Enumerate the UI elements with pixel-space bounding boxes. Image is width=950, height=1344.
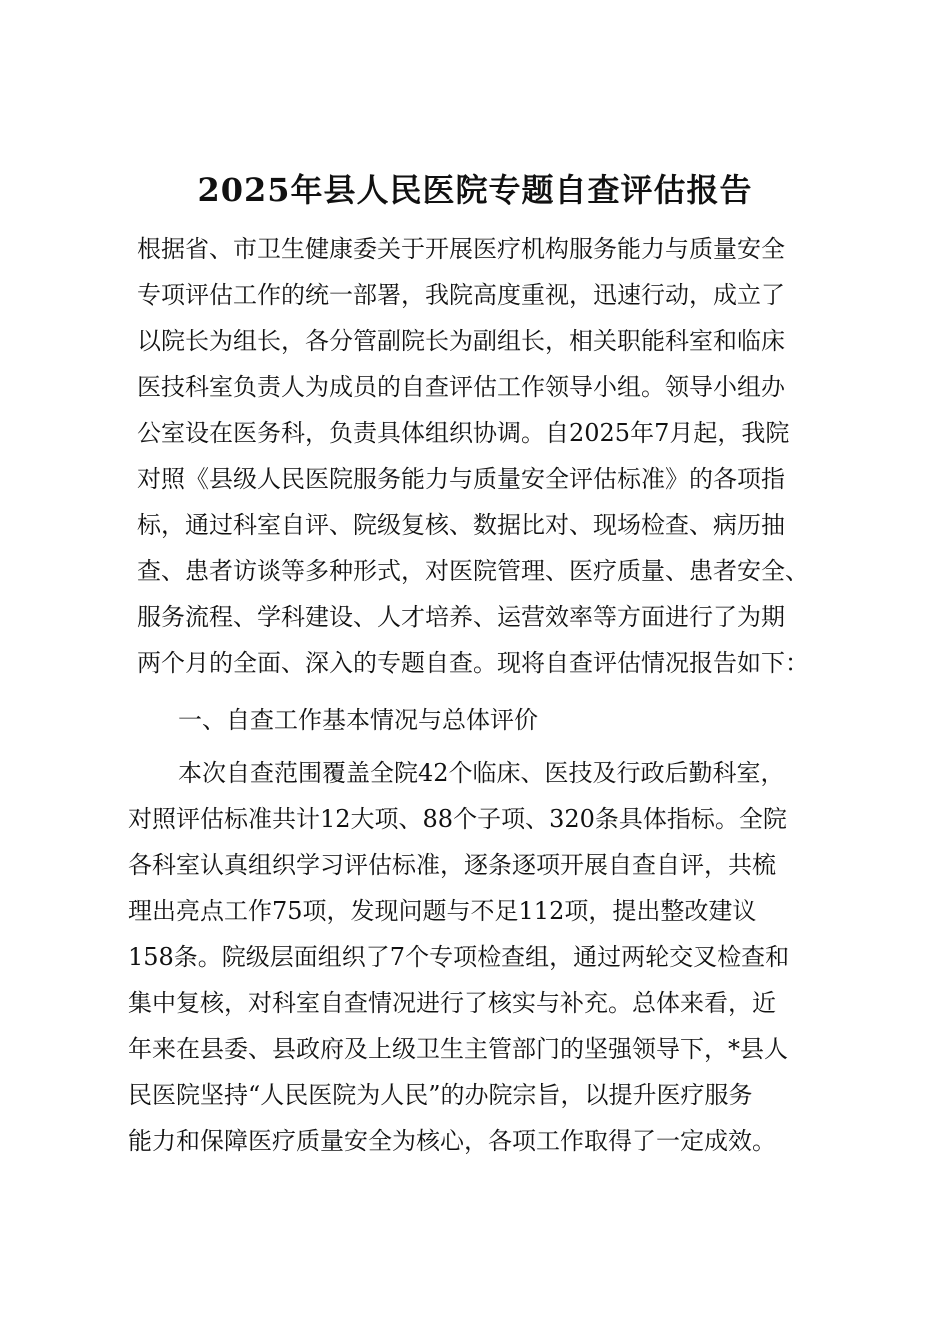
body-line: 158条。院级层面组织了7个专项检查组，通过两轮交叉检查和 [128, 943, 790, 971]
document-title: 2025年县人民医院专题自查评估报告 [197, 171, 753, 209]
body-line: 集中复核，对科室自查情况进行了核实与补充。总体来看，近 [128, 989, 776, 1017]
body-line: 各科室认真组织学习评估标准，逐条逐项开展自查自评，共梳 [128, 851, 776, 879]
intro-line: 根据省、市卫生健康委关于开展医疗机构服务能力与质量安全 [137, 235, 785, 263]
intro-line: 服务流程、学科建设、人才培养、运营效率等方面进行了为期 [137, 603, 785, 631]
body-line: 能力和保障医疗质量安全为核心，各项工作取得了一定成效。 [128, 1127, 776, 1155]
body-line: 年来在县委、县政府及上级卫生主管部门的坚强领导下，*县人 [128, 1035, 788, 1063]
intro-line: 医技科室负责人为成员的自查评估工作领导小组。领导小组办 [137, 373, 785, 401]
intro-line: 对照《县级人民医院服务能力与质量安全评估标准》的各项指 [137, 465, 785, 493]
intro-line: 专项评估工作的统一部署，我院高度重视，迅速行动，成立了 [137, 281, 785, 309]
body-line: 理出亮点工作75项，发现问题与不足112项，提出整改建议 [128, 897, 757, 925]
section-heading: 一、自查工作基本情况与总体评价 [178, 706, 538, 734]
body-line: 民医院坚持“人民医院为人民”的办院宗旨，以提升医疗服务 [128, 1081, 753, 1109]
body-line: 对照评估标准共计12大项、88个子项、320条具体指标。全院 [128, 805, 787, 833]
body-line: 本次自查范围覆盖全院42个临床、医技及行政后勤科室， [178, 759, 785, 787]
intro-line: 以院长为组长，各分管副院长为副组长，相关职能科室和临床 [137, 327, 785, 355]
intro-line: 查、患者访谈等多种形式，对医院管理、医疗质量、患者安全、 [137, 557, 809, 585]
intro-line: 公室设在医务科，负责具体组织协调。自2025年7月起，我院 [137, 419, 790, 447]
intro-line: 标，通过科室自评、院级复核、数据比对、现场检查、病历抽 [137, 511, 785, 539]
intro-line: 两个月的全面、深入的专题自查。现将自查评估情况报告如下： [137, 649, 809, 677]
